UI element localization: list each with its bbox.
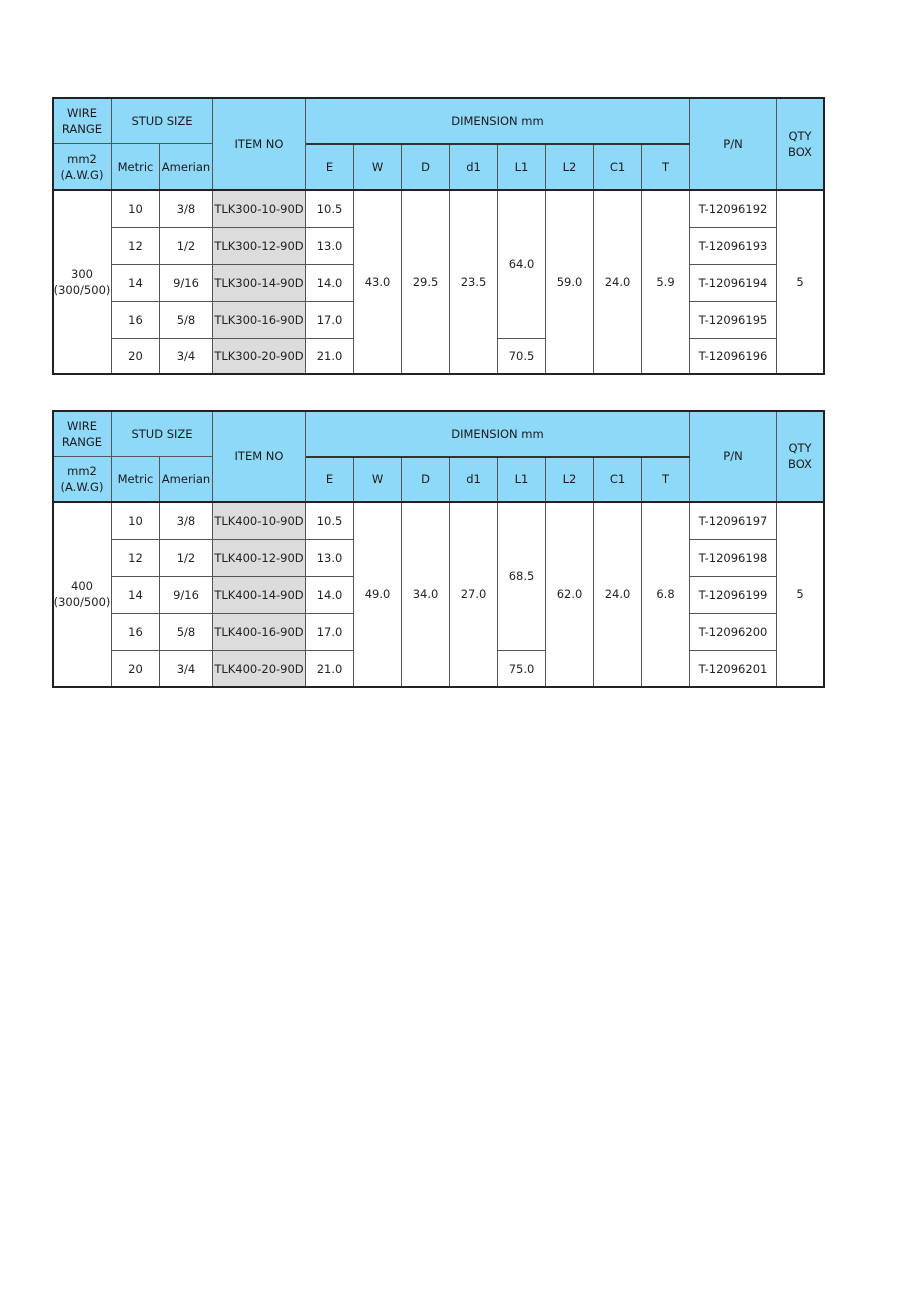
pn-cell: T-12096192 [690, 190, 777, 228]
header-dimension: DIMENSION mm [306, 411, 690, 457]
dim-w-value: 43.0 [354, 190, 402, 374]
pn-cell: T-12096200 [690, 614, 777, 651]
metric-cell: 12 [112, 540, 160, 577]
header-dim-d1: d1 [450, 457, 498, 502]
header-dim-t: T [642, 457, 690, 502]
dim-e-cell: 13.0 [306, 228, 354, 265]
dimension-divider [306, 456, 690, 458]
header-stud-size: STUD SIZE [112, 411, 213, 457]
item-no-cell: TLK300-16-90D [213, 302, 306, 339]
metric-cell: 20 [112, 651, 160, 687]
dim-e-cell: 17.0 [306, 614, 354, 651]
header-amerian: Amerian [160, 144, 213, 190]
header-dim-l2: L2 [546, 144, 594, 190]
header-pn: P/N [690, 411, 777, 502]
item-no-cell: TLK400-10-90D [213, 502, 306, 540]
dim-l1-value-a: 68.5 [498, 502, 546, 651]
header-wire-range: WIRE RANGE [53, 411, 112, 457]
dim-e-cell: 21.0 [306, 339, 354, 374]
amerian-cell: 9/16 [160, 577, 213, 614]
pn-cell: T-12096195 [690, 302, 777, 339]
pn-cell: T-12096193 [690, 228, 777, 265]
dimension-divider [306, 143, 690, 145]
pn-cell: T-12096201 [690, 651, 777, 687]
metric-cell: 12 [112, 228, 160, 265]
pn-cell: T-12096198 [690, 540, 777, 577]
header-dim-d1: d1 [450, 144, 498, 190]
dim-e-cell: 17.0 [306, 302, 354, 339]
header-dim-w: W [354, 457, 402, 502]
amerian-cell: 3/4 [160, 339, 213, 374]
dim-t-value: 5.9 [642, 190, 690, 374]
header-dim-c1: C1 [594, 144, 642, 190]
metric-cell: 10 [112, 190, 160, 228]
dim-d1-value: 27.0 [450, 502, 498, 687]
dim-l2-value: 59.0 [546, 190, 594, 374]
wire-range-value: 400 (300/500) [53, 502, 112, 687]
header-mm2-awg: mm2 (A.W.G) [53, 144, 112, 190]
dim-e-cell: 10.5 [306, 190, 354, 228]
header-dim-l1: L1 [498, 144, 546, 190]
header-metric: Metric [112, 457, 160, 502]
dim-e-cell: 10.5 [306, 502, 354, 540]
pn-cell: T-12096196 [690, 339, 777, 374]
dim-c1-value: 24.0 [594, 502, 642, 687]
header-dim-e: E [306, 457, 354, 502]
dim-e-cell: 14.0 [306, 577, 354, 614]
item-no-cell: TLK400-14-90D [213, 577, 306, 614]
header-dim-c1: C1 [594, 457, 642, 502]
item-no-cell: TLK300-20-90D [213, 339, 306, 374]
amerian-cell: 1/2 [160, 228, 213, 265]
amerian-cell: 5/8 [160, 302, 213, 339]
pn-cell: T-12096199 [690, 577, 777, 614]
dim-c1-value: 24.0 [594, 190, 642, 374]
metric-cell: 20 [112, 339, 160, 374]
amerian-cell: 3/8 [160, 502, 213, 540]
amerian-cell: 3/4 [160, 651, 213, 687]
dim-t-value: 6.8 [642, 502, 690, 687]
header-divider [53, 189, 824, 191]
header-dim-l1: L1 [498, 457, 546, 502]
amerian-cell: 3/8 [160, 190, 213, 228]
metric-cell: 14 [112, 577, 160, 614]
header-dim-l2: L2 [546, 457, 594, 502]
header-mm2-awg: mm2 (A.W.G) [53, 457, 112, 502]
dim-l1-value-b: 70.5 [498, 339, 546, 374]
item-no-cell: TLK400-12-90D [213, 540, 306, 577]
header-item-no: ITEM NO [213, 98, 306, 190]
header-dimension: DIMENSION mm [306, 98, 690, 144]
header-dim-w: W [354, 144, 402, 190]
item-no-cell: TLK400-20-90D [213, 651, 306, 687]
dim-e-cell: 14.0 [306, 265, 354, 302]
header-dim-d: D [402, 144, 450, 190]
qty-box-value: 5 [777, 502, 824, 687]
header-metric: Metric [112, 144, 160, 190]
item-no-cell: TLK300-14-90D [213, 265, 306, 302]
header-qty-box: QTY BOX [777, 411, 824, 502]
dim-e-cell: 13.0 [306, 540, 354, 577]
header-pn: P/N [690, 98, 777, 190]
item-no-cell: TLK300-10-90D [213, 190, 306, 228]
metric-cell: 14 [112, 265, 160, 302]
dim-d-value: 34.0 [402, 502, 450, 687]
header-stud-size: STUD SIZE [112, 98, 213, 144]
dim-l1-value-b: 75.0 [498, 651, 546, 687]
dim-d-value: 29.5 [402, 190, 450, 374]
metric-cell: 10 [112, 502, 160, 540]
amerian-cell: 9/16 [160, 265, 213, 302]
header-wire-range: WIRE RANGE [53, 98, 112, 144]
metric-cell: 16 [112, 302, 160, 339]
metric-cell: 16 [112, 614, 160, 651]
header-divider [53, 501, 824, 503]
amerian-cell: 5/8 [160, 614, 213, 651]
header-dim-e: E [306, 144, 354, 190]
wire-range-value: 300 (300/500) [53, 190, 112, 374]
dim-l1-value-a: 64.0 [498, 190, 546, 339]
dim-e-cell: 21.0 [306, 651, 354, 687]
header-item-no: ITEM NO [213, 411, 306, 502]
dim-l2-value: 62.0 [546, 502, 594, 687]
pn-cell: T-12096197 [690, 502, 777, 540]
amerian-cell: 1/2 [160, 540, 213, 577]
header-dim-d: D [402, 457, 450, 502]
dim-d1-value: 23.5 [450, 190, 498, 374]
qty-box-value: 5 [777, 190, 824, 374]
item-no-cell: TLK400-16-90D [213, 614, 306, 651]
item-no-cell: TLK300-12-90D [213, 228, 306, 265]
pn-cell: T-12096194 [690, 265, 777, 302]
header-amerian: Amerian [160, 457, 213, 502]
dim-w-value: 49.0 [354, 502, 402, 687]
header-qty-box: QTY BOX [777, 98, 824, 190]
header-dim-t: T [642, 144, 690, 190]
